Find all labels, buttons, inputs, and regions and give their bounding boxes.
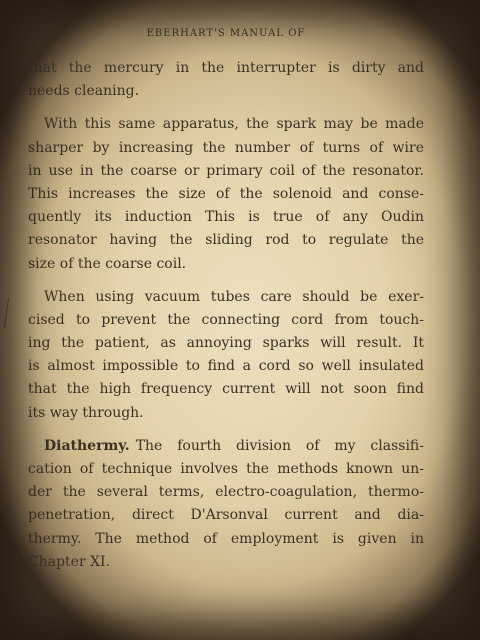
text-line: its way through.: [28, 404, 144, 421]
text-line: sharper by increasing the number of turns of wire: [28, 139, 424, 156]
text-line: This increases the size of the solenoid and conse-: [28, 185, 424, 202]
text-line: size of the coarse coil.: [28, 255, 187, 272]
text-line: that the mercury in the interrupter is dirty and: [28, 60, 424, 76]
paragraph-1: [28, 57, 424, 103]
running-head: [28, 22, 424, 46]
text-line: cised to prevent the connecting cord from touch-: [28, 311, 424, 328]
book-page: [28, 22, 424, 574]
text-line: that the high frequency current will not soon find: [28, 381, 424, 398]
text-line: resonator having the sliding rod to regulate the: [28, 232, 424, 249]
text-line: is almost impossible to find a cord so well insulated: [28, 358, 424, 375]
run-in-heading: Diathermy.: [44, 437, 130, 454]
paragraph-2: [28, 113, 424, 275]
text-line: quently its induction This is true of any Oudin: [28, 209, 424, 226]
text-line: in use in the coarse or primary coil of the resonator.: [28, 162, 424, 179]
text-line: cation of technique involves the methods known un-: [28, 461, 424, 477]
running-title: EBERHART'S MANUAL OF: [146, 28, 306, 39]
pencil-margin-mark: [4, 298, 9, 328]
text-line-with-run-in: [28, 435, 424, 458]
text-line: ing the patient, as annoying sparks will result. It: [28, 335, 424, 352]
text-line: der the several terms, electro-coagulation, thermo-: [28, 484, 424, 501]
text-line: With this same apparatus, the spark may be made: [44, 116, 424, 133]
page-number: 142: [30, 26, 55, 40]
text-line: penetration, direct D'Arsonval current and dia-: [28, 507, 424, 524]
paragraph-3: [28, 286, 424, 425]
paragraph-4: [28, 435, 424, 574]
text-line: needs cleaning.: [28, 83, 140, 100]
text-line-rest: The fourth division of my classifi-: [135, 437, 424, 454]
text-line: thermy. The method of employment is given in: [28, 530, 424, 547]
text-line: Chapter XI.: [28, 553, 111, 570]
text-line: When using vacuum tubes care should be exer-: [44, 288, 424, 305]
